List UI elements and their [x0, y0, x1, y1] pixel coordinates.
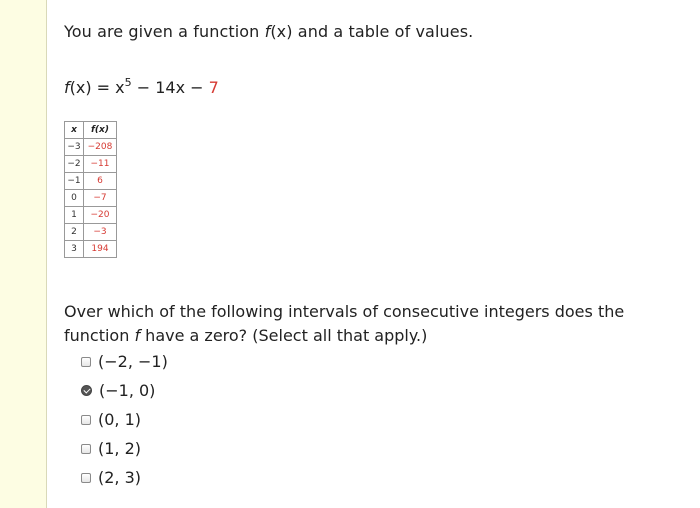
- option-label: (−1, 0): [99, 381, 156, 400]
- option-0-1[interactable]: [81, 405, 168, 434]
- question-text: [64, 300, 664, 348]
- formula-middle: − 14x −: [131, 78, 209, 97]
- checked-checkbox-icon[interactable]: [81, 385, 92, 396]
- option-2-3[interactable]: [81, 463, 168, 492]
- table-row: [65, 224, 117, 241]
- fx-cell: −11: [84, 156, 117, 173]
- checkbox-icon[interactable]: [81, 444, 91, 454]
- intro-suffix: and a table of values.: [292, 22, 474, 41]
- answer-options: [81, 347, 168, 492]
- x-cell: −2: [65, 156, 84, 173]
- option-label: (2, 3): [98, 468, 142, 487]
- table-row: [65, 241, 117, 258]
- checkbox-icon[interactable]: [81, 473, 91, 483]
- formula-exponent: 5: [124, 76, 132, 89]
- question-line-1: Over which of the following intervals of consecutive integers does the: [64, 302, 625, 321]
- question-prefix: function: [64, 326, 135, 345]
- formula-constant: 7: [208, 78, 219, 97]
- intro-function-args: (x): [270, 22, 293, 41]
- x-cell: −1: [65, 173, 84, 190]
- checkbox-icon[interactable]: [81, 357, 91, 367]
- fx-cell: −20: [84, 207, 117, 224]
- table-row: [65, 190, 117, 207]
- fx-cell: −7: [84, 190, 117, 207]
- header-x: [65, 122, 84, 139]
- question-line-2: [64, 324, 664, 348]
- x-cell: 3: [65, 241, 84, 258]
- function-formula: [64, 76, 219, 97]
- intro-function-name: f: [264, 22, 271, 41]
- checkbox-icon[interactable]: [81, 415, 91, 425]
- option-neg2-neg1[interactable]: [81, 347, 168, 376]
- header-x-label: x: [71, 125, 77, 135]
- option-label: (−2, −1): [98, 352, 168, 371]
- fx-cell: 194: [84, 241, 117, 258]
- header-fx-label: f(x): [91, 125, 109, 135]
- table-row: [65, 139, 117, 156]
- left-margin-bar: [0, 0, 47, 508]
- x-cell: 0: [65, 190, 84, 207]
- option-neg1-0[interactable]: [81, 376, 168, 405]
- intro-text: [64, 22, 473, 41]
- table-header-row: [65, 122, 117, 139]
- question-suffix: have a zero? (Select all that apply.): [140, 326, 428, 345]
- x-cell: 2: [65, 224, 84, 241]
- question-function-name: f: [134, 326, 141, 345]
- table-row: [65, 207, 117, 224]
- option-label: (1, 2): [98, 439, 142, 458]
- option-label: (0, 1): [98, 410, 142, 429]
- table-row: [65, 173, 117, 190]
- fx-cell: 6: [84, 173, 117, 190]
- x-cell: 1: [65, 207, 84, 224]
- header-fx: [84, 122, 117, 139]
- intro-prefix: You are given a function: [64, 22, 265, 41]
- formula-f: f: [64, 78, 70, 97]
- fx-cell: −208: [84, 139, 117, 156]
- option-1-2[interactable]: [81, 434, 168, 463]
- x-cell: −3: [65, 139, 84, 156]
- question-panel: [64, 0, 700, 508]
- formula-lhs: (x) = x: [69, 78, 125, 97]
- fx-cell: −3: [84, 224, 117, 241]
- table-row: [65, 156, 117, 173]
- values-table: [64, 121, 117, 258]
